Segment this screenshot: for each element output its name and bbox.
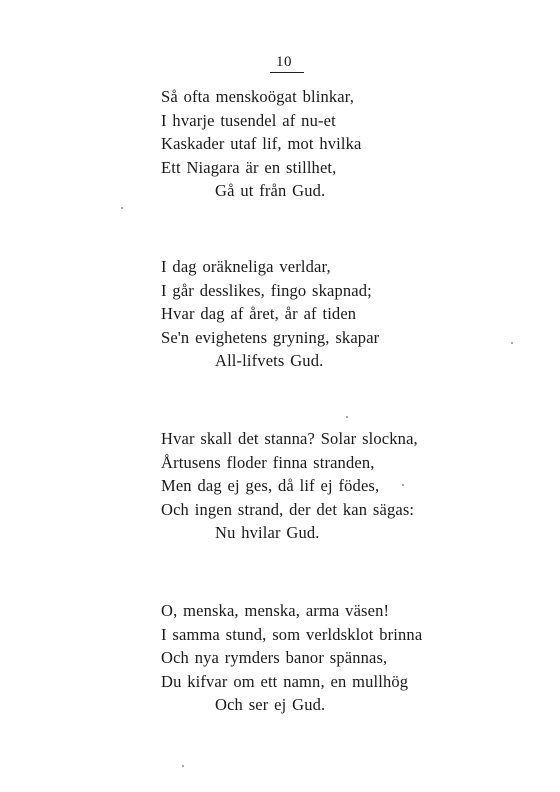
verse-line: I hvarje tusendel af nu-et <box>161 110 336 130</box>
page-number: 10 <box>276 54 292 70</box>
verse-refrain: Gå ut från Gud. <box>215 181 326 201</box>
verse-line: I samma stund, som verldsklot brinna <box>161 624 423 644</box>
verse-line: Och ingen strand, der det kan sägas: <box>161 499 415 519</box>
verse-line: Årtusens floder finna stranden, <box>161 452 375 472</box>
verse-line: Så ofta menskoögat blinkar, <box>161 87 355 106</box>
scan-speck <box>511 342 513 344</box>
verse-refrain: Och ser ej Gud. <box>215 695 326 715</box>
verse-line: Och nya rymders banor spännas, <box>161 648 388 668</box>
verse-line: Se'n evighetens gryning, skapar <box>161 327 380 347</box>
verse-line: Ett Niagara är en stillhet, <box>161 157 337 177</box>
stanza-2 <box>161 255 501 373</box>
verse-refrain: All-lifvets Gud. <box>215 351 324 371</box>
scan-speck <box>402 484 404 486</box>
verse-line: Hvar dag af året, år af tiden <box>161 304 357 324</box>
scan-speck <box>346 416 348 418</box>
scan-speck <box>121 207 123 209</box>
stanza-3 <box>161 427 501 545</box>
verse-refrain: Nu hvilar Gud. <box>215 523 320 543</box>
stanza-1 <box>161 85 501 203</box>
scan-speck <box>182 765 184 767</box>
verse-line: O, menska, menska, arma väsen! <box>161 601 390 620</box>
verse-line: I går desslikes, fingo skapnad; <box>161 280 372 300</box>
verse-line: I dag oräkneliga verldar, <box>161 257 331 276</box>
verse-line: Kaskader utaf lif, mot hvilka <box>161 134 362 154</box>
page-number-rule <box>270 72 304 73</box>
verse-line: Du kifvar om ett namn, en mullhög <box>161 671 409 691</box>
verse-line: Hvar skall det stanna? Solar slockna, <box>161 429 418 448</box>
stanza-4 <box>161 599 501 717</box>
verse-line: Men dag ej ges, då lif ej födes, <box>161 476 380 496</box>
